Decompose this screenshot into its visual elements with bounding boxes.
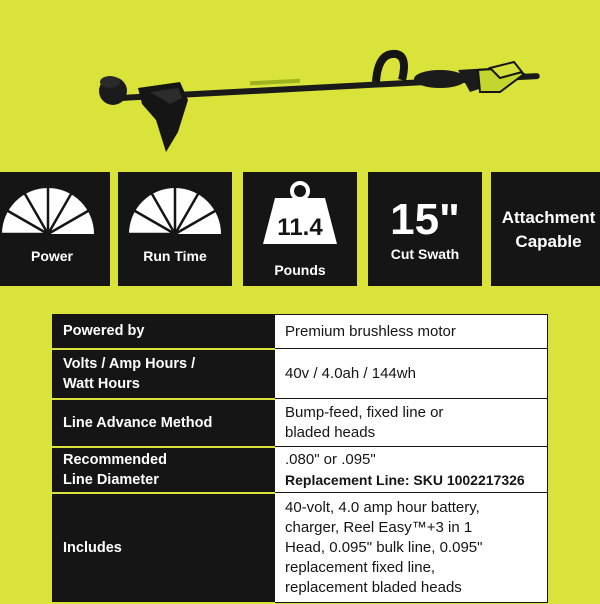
spec-value: Premium brushless motor — [275, 315, 548, 349]
spec-value: 40v / 4.0ah / 144wh — [275, 349, 548, 399]
cut-swath-label: Cut Swath — [390, 246, 460, 262]
spec-value: .080" or .095" Replacement Line: SKU 1002217326 — [275, 447, 548, 493]
weight-label: Pounds — [274, 262, 326, 278]
table-row — [53, 493, 548, 603]
half-dial-gauge-icon — [0, 182, 98, 238]
power-label: Power — [30, 248, 73, 264]
spec-value: Bump-feed, fixed line or bladed heads — [275, 399, 548, 447]
weight-tile — [243, 172, 357, 286]
spec-label: Volts / Amp Hours / Watt Hours — [53, 349, 275, 399]
attachment-tile — [491, 172, 600, 286]
spec-label: Recommended Line Diameter — [53, 447, 275, 493]
run-time-tile — [118, 172, 232, 286]
table-row — [53, 315, 548, 349]
weight-value: 11.4 — [277, 214, 323, 241]
feature-tiles — [0, 172, 600, 290]
trimmer-image — [0, 0, 600, 160]
cut-swath-tile — [368, 172, 482, 286]
specifications-table — [52, 314, 548, 604]
table-row — [53, 349, 548, 399]
table-row — [53, 399, 548, 447]
cut-swath-value: 15" — [390, 195, 460, 244]
half-dial-gauge-icon — [125, 182, 225, 238]
spec-value: 40-volt, 4.0 amp hour battery, charger, Reel Easy™+3 in 1 Head, 0.095" bulk line, 0.095" replacement fixed line, replacement bladed heads — [275, 493, 548, 603]
spec-label: Line Advance Method — [53, 399, 275, 447]
spec-label: Powered by — [53, 315, 275, 349]
attachment-capable-label: Attachment Capable — [501, 208, 596, 251]
run-time-label: Run Time — [143, 248, 207, 264]
spec-label: Includes — [53, 493, 275, 603]
table-row — [53, 447, 548, 493]
power-tile — [0, 172, 110, 286]
